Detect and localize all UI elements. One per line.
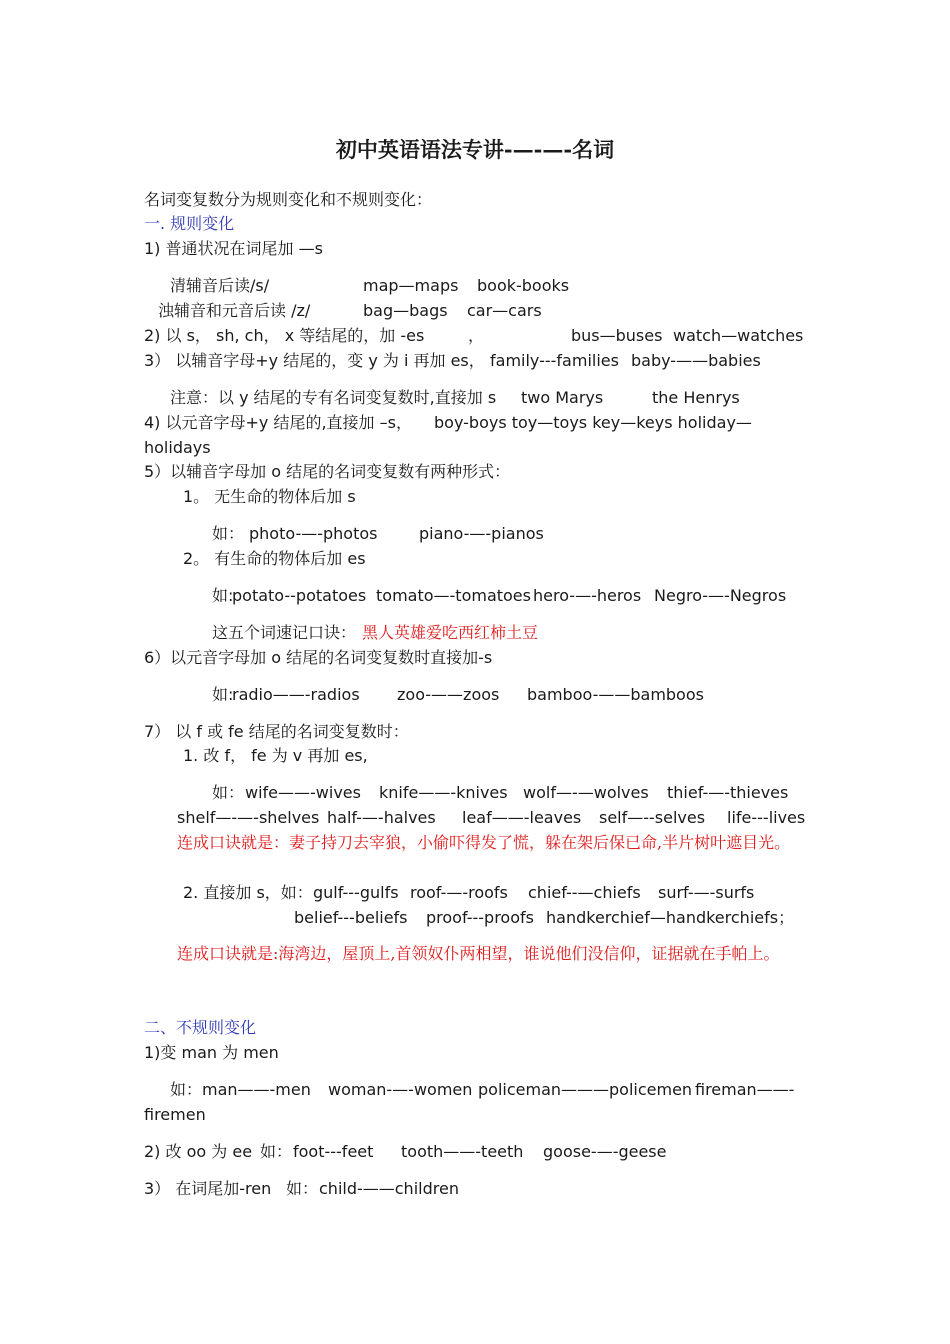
rule-5-sub-2-example-4: Negro-—-Negros — [654, 586, 787, 605]
rule-7-sub-1-example: knife——-knives — [379, 783, 508, 802]
rule-2-example-2: watch—watches — [673, 326, 804, 345]
rule-5-sub-2-prefix: 如: — [212, 586, 234, 605]
rule-4-label: 4) 以元音字母+y 结尾的,直接加 –s， — [144, 413, 412, 432]
rule-1-label: 1) 普通状况在词尾加 —s — [144, 239, 323, 258]
rule-5-sub-1-example-2: piano-—-pianos — [419, 524, 544, 543]
rule-2-example-1: bus—buses — [571, 326, 663, 345]
rule-7-sub-2-example: belief---beliefs — [294, 908, 408, 927]
rule-5-sub-2-label: 2。 有生命的物体后加 es — [183, 549, 366, 568]
rule-6-label: 6）以元音字母加 o 结尾的名词变复数时直接加-s — [144, 648, 493, 667]
rule-7-sub-1-prefix: 如： — [212, 783, 245, 802]
rule-5-sub-2-example-2: tomato—-tomatoes — [376, 586, 531, 605]
irregular-rule-1-example-2: woman-—-women — [328, 1080, 473, 1099]
rule-1a-text: 清辅音后读/s/ — [170, 276, 270, 295]
rule-5-sub-2-example-3: hero-—-heros — [533, 586, 642, 605]
rule-5-sub-1-label: 1。 无生命的物体后加 s — [183, 487, 356, 506]
irregular-rule-3-label: 3） 在词尾加-ren — [144, 1179, 272, 1198]
rule-5-sub-1-prefix: 如： — [212, 524, 245, 543]
irregular-rule-1-example-3: policeman———policemen — [478, 1080, 693, 1099]
rule-6-prefix: 如: — [212, 685, 234, 704]
rule-7-sub-1-label: 1. 改 f， fe 为 v 再加 es, — [183, 746, 368, 765]
rule-4-examples-wrap: holidays — [144, 438, 211, 457]
rule-7-sub-1-example: thief-—-thieves — [667, 783, 789, 802]
rule-3-note: 注意：以 y 结尾的专有名词变复数时,直接加 s — [170, 388, 497, 407]
rule-6-example-3: bamboo-——bamboos — [527, 685, 704, 704]
rule-7-sub-1-example: wolf—-—wolves — [523, 783, 649, 802]
rule-7-label: 7） 以 f 或 fe 结尾的名词变复数时： — [144, 722, 409, 741]
rule-7-sub-1-example: self—--selves — [599, 808, 706, 827]
irregular-rule-1-example-4: fireman——- — [695, 1080, 795, 1099]
rule-7-sub-2-example: gulf---gulfs — [313, 883, 399, 902]
irregular-rule-1-wrap: firemen — [144, 1105, 206, 1124]
irregular-rule-2-prefix: 如： — [260, 1142, 293, 1161]
rule-2-comma: ， — [468, 326, 485, 345]
rule-1b-example-1: bag—bags — [363, 301, 448, 320]
rule-7-sub-2-example: chief--—chiefs — [528, 883, 641, 902]
rule-7-sub-2-label: 2. 直接加 s，如： — [183, 883, 313, 902]
rule-7-sub-2-example: roof-—-roofs — [410, 883, 508, 902]
irregular-rule-3-prefix: 如： — [286, 1179, 319, 1198]
irregular-rule-2-example-2: tooth——-teeth — [401, 1142, 524, 1161]
rule-1b-example-2: car—cars — [467, 301, 542, 320]
irregular-rule-2-example-3: goose-—-geese — [543, 1142, 667, 1161]
irregular-rule-2-example-1: foot---feet — [293, 1142, 374, 1161]
rule-5-mnemonic: 黑人英雄爱吃西红柿土豆 — [362, 623, 539, 642]
rule-5-mnemonic-label: 这五个词速记口诀： — [212, 623, 357, 642]
rule-7-sub-2-example: handkerchief—handkerchiefs； — [546, 908, 795, 927]
rule-3-example-2: baby-——babies — [631, 351, 761, 370]
rule-5-sub-1-example-1: photo-—-photos — [249, 524, 378, 543]
irregular-rule-1-prefix: 如： — [170, 1080, 203, 1099]
page-title: 初中英语语法专讲-—-—-名词 — [335, 137, 615, 162]
rule-4-examples: boy-boys toy—toys key—keys holiday— — [434, 413, 752, 432]
irregular-rule-3-example-1: child-——children — [319, 1179, 459, 1198]
rule-2-label: 2) 以 s， sh, ch， x 等结尾的，加 -es — [144, 326, 425, 345]
irregular-rule-1-label: 1)变 man 为 men — [144, 1043, 279, 1062]
section-heading-irregular: 二、不规则变化 — [144, 1018, 257, 1037]
rule-7-sub-1-example: leaf——-leaves — [462, 808, 582, 827]
intro-text: 名词变复数分为规则变化和不规则变化： — [144, 190, 433, 209]
rule-3-note-example-1: two Marys — [521, 388, 604, 407]
rule-7-sub-1-example: half-—-halves — [327, 808, 436, 827]
rule-3-note-example-2: the Henrys — [652, 388, 740, 407]
rule-3-label: 3） 以辅音字母+y 结尾的，变 y 为 i 再加 es， — [144, 351, 485, 370]
rule-5-sub-2-example-1: potato--potatoes — [232, 586, 367, 605]
rule-7-sub-1-example: life---lives — [727, 808, 806, 827]
rule-5-label: 5）以辅音字母加 o 结尾的名词变复数有两种形式： — [144, 462, 511, 481]
irregular-rule-1-example-1: man——-men — [202, 1080, 311, 1099]
rule-7-sub-2-example: proof---proofs — [426, 908, 534, 927]
rule-7-sub-1-example: wife——-wives — [245, 783, 361, 802]
rule-7-sub-1-example: shelf—-—-shelves — [177, 808, 320, 827]
rule-3-example-1: family---families — [490, 351, 619, 370]
rule-6-example-2: zoo-——zoos — [397, 685, 500, 704]
irregular-rule-2-label: 2) 改 oo 为 ee — [144, 1142, 253, 1161]
section-heading-regular: 一. 规则变化 — [144, 214, 235, 233]
rule-6-example-1: radio——-radios — [232, 685, 360, 704]
rule-7-sub-2-example: surf-—-surfs — [658, 883, 755, 902]
rule-1a-example-2: book-books — [477, 276, 570, 295]
rule-1b-text: 浊辅音和元音后读 /z/ — [158, 301, 311, 320]
rule-7-sub-2-mnemonic: 连成口诀就是:海湾边，屋顶上,首领奴仆两相望，谁说他们没信仰，证据就在手帕上。 — [177, 944, 780, 963]
rule-7-sub-1-mnemonic: 连成口诀就是：妻子持刀去宰狼，小偷吓得发了慌，躲在架后保已命,半片树叶遮目光。 — [177, 833, 791, 852]
rule-1a-example-1: map—maps — [363, 276, 459, 295]
